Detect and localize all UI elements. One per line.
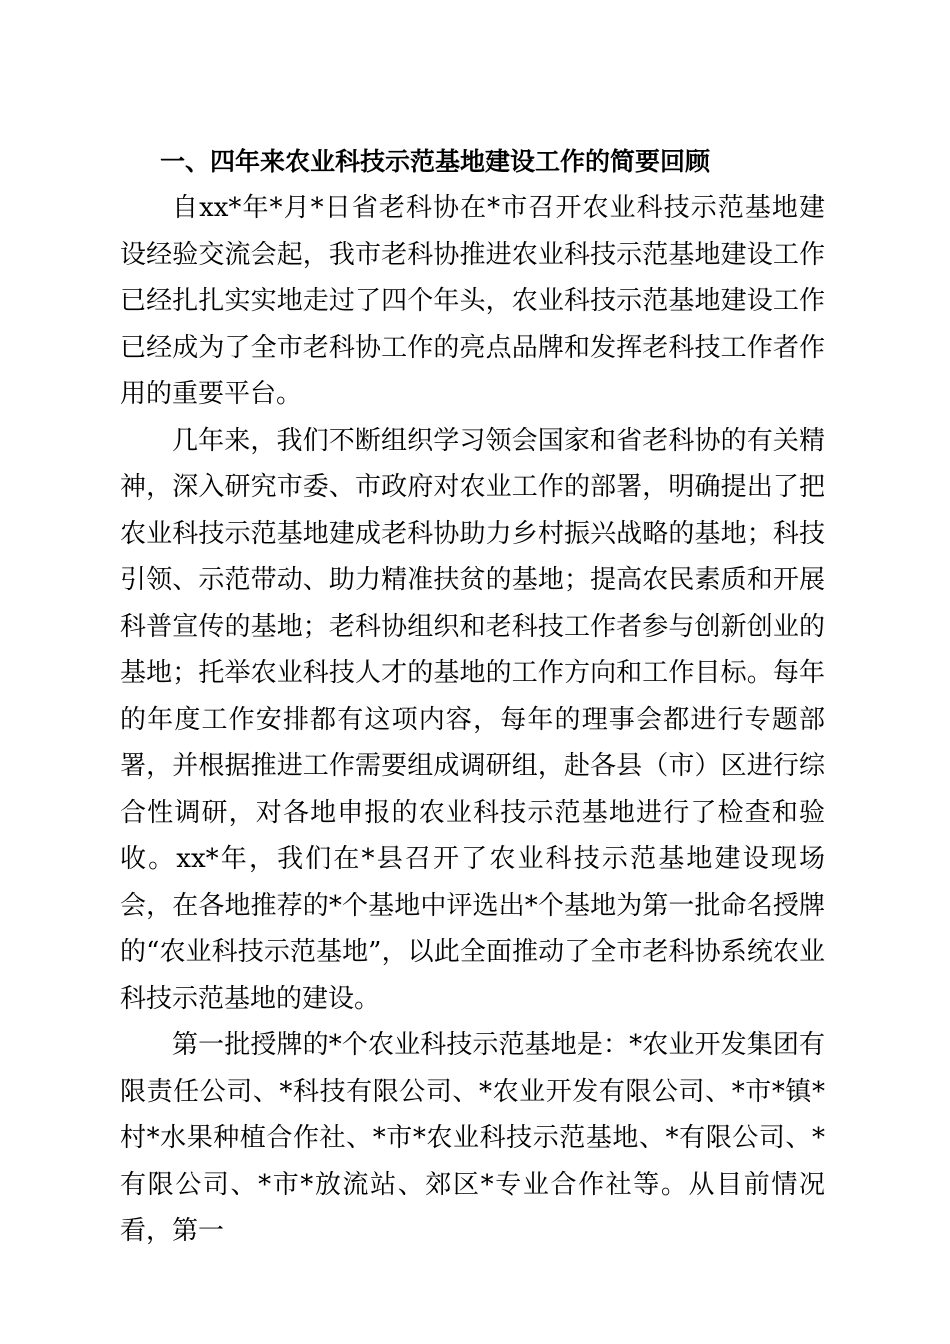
paragraph-intro: 自xx*年*月*日省老科协在*市召开农业科技示范基地建设经验交流会起，我市老科协推进农业科技示范基地建设工作已经扎扎实实地走过了四个年头，农业科技示范基地建设工作已经成为了全市老科协工作的亮点品牌和发挥老科技工作者作用的重要平台。 [120, 193, 825, 409]
document-body [120, 185, 825, 1255]
section-heading: 一、四年来农业科技示范基地建设工作的简要回顾 [160, 147, 711, 176]
paragraph-work-overview: 几年来，我们不断组织学习领会国家和省老科协的有关精神，深入研究市委、市政府对农业工作的部署，明确提出了把农业科技示范基地建成老科协助力乡村振兴战略的基地；科技引领、示范带动、助力精准扶贫的基地；提高农民素质和开展科普宣传的基地；老科协组织和老科技工作者参与创新创业的基地；托举农业科技人才的基地的工作方向和工作目标。每年的年度工作安排都有这项内容，每年的理事会都进行专题部署，并根据推进工作需要组成调研组，赴各县（市）区进行综合性调研，对各地申报的农业科技示范基地进行了检查和验收。xx*年，我们在*县召开了农业科技示范基地建设现场会，在各地推荐的*个基地中评选出*个基地为第一批命名授牌的“农业科技示范基地”，以此全面推动了全市老科协系统农业科技示范基地的建设。 [120, 425, 825, 1014]
paragraph-first-batch: 第一批授牌的*个农业科技示范基地是：*农业开发集团有限责任公司、*科技有限公司、*农业开发有限公司、*市*镇*村*水果种植合作社、*市*农业科技示范基地、*有限公司、*有限公司、*市*放流站、郊区*专业合作社等。从目前情况看，第一 [120, 1030, 825, 1246]
